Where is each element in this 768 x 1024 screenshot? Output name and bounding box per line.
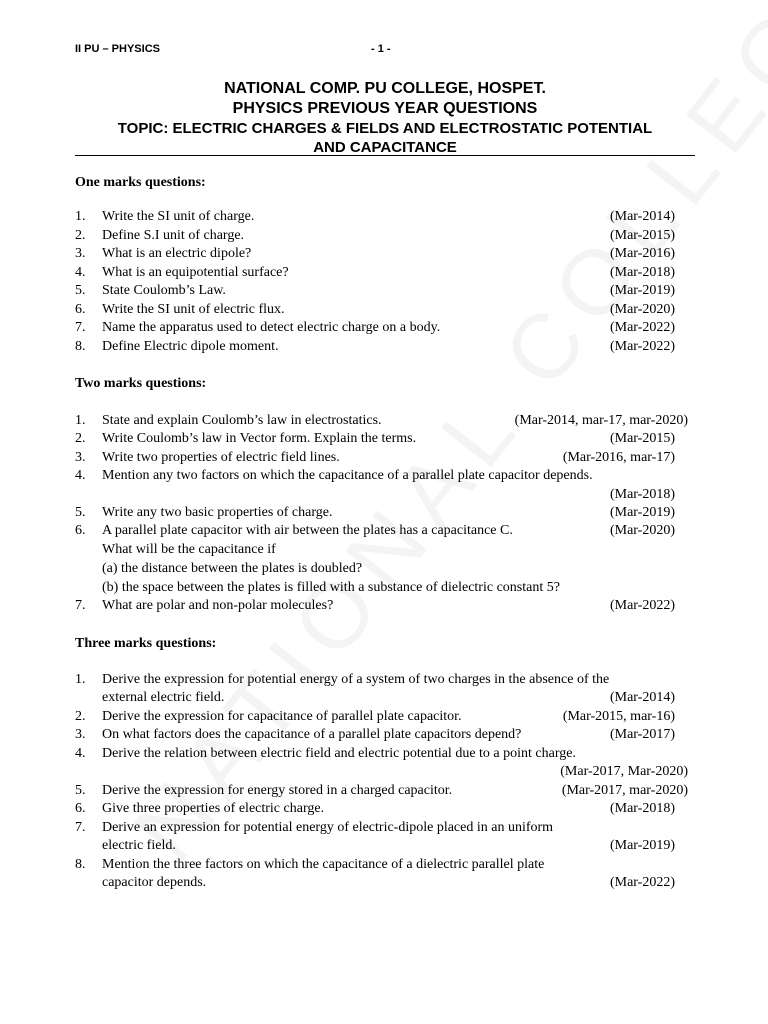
question-text: Give three properties of electric charge. [102, 801, 325, 816]
question-number: 1. [75, 672, 86, 687]
question-year: (Mar-2019) [609, 838, 675, 853]
question-text: Write any two basic properties of charge. [102, 505, 333, 520]
question-text: State and explain Coulomb’s law in electrostatics. [102, 413, 382, 428]
question-text: What are polar and non-polar molecules? [102, 598, 334, 613]
question-number: 1. [75, 209, 86, 224]
question-text: Mention the three factors on which the capacitance of a dielectric parallel plate [102, 857, 545, 872]
question-number: 2. [75, 228, 86, 243]
question-year: (Mar-2017, mar-2020) [561, 783, 688, 798]
question-year: (Mar-2014) [609, 209, 675, 224]
course-label: II PU – PHYSICS [75, 43, 160, 55]
question-text-cont: external electric field. [102, 690, 225, 705]
question-year: (Mar-2014, mar-17, mar-2020) [514, 413, 688, 428]
question-year: (Mar-2016, mar-17) [562, 450, 675, 465]
document-title: PHYSICS PREVIOUS YEAR QUESTIONS [232, 100, 538, 117]
section-title-two-marks: Two marks questions: [75, 376, 207, 391]
topic-title-cont: AND CAPACITANCE [313, 139, 457, 156]
question-year: (Mar-2019) [609, 505, 675, 520]
question-text: Derive the relation between electric field and electric potential due to a point charge. [102, 746, 576, 761]
question-number: 6. [75, 523, 86, 538]
question-text: State Coulomb’s Law. [102, 283, 226, 298]
page-number: - 1 - [371, 43, 391, 55]
question-text-cont: capacitor depends. [102, 875, 207, 890]
question-year: (Mar-2022) [609, 875, 675, 890]
college-name: NATIONAL COMP. PU COLLEGE, HOSPET. [224, 80, 546, 97]
question-number: 6. [75, 302, 86, 317]
question-number: 7. [75, 598, 86, 613]
question-subtext: (a) the distance between the plates is doubled? [102, 561, 363, 576]
question-year: (Mar-2017) [609, 727, 675, 742]
question-year: (Mar-2015, mar-16) [562, 709, 675, 724]
question-text: Write two properties of electric field lines. [102, 450, 340, 465]
question-text-cont: electric field. [102, 838, 176, 853]
question-number: 1. [75, 413, 86, 428]
question-number: 4. [75, 265, 86, 280]
question-year: (Mar-2018) [609, 801, 675, 816]
question-number: 7. [75, 820, 86, 835]
question-text: What is an electric dipole? [102, 246, 252, 261]
question-number: 5. [75, 505, 86, 520]
question-text: On what factors does the capacitance of a parallel plate capacitors depend? [102, 727, 522, 742]
question-text: Name the apparatus used to detect electric charge on a body. [102, 320, 441, 335]
title-block [75, 79, 695, 157]
question-number: 8. [75, 339, 86, 354]
question-text: Mention any two factors on which the capacitance of a parallel plate capacitor depends. [102, 468, 593, 483]
topic-title: TOPIC: ELECTRIC CHARGES & FIELDS AND ELECTROSTATIC POTENTIAL [117, 120, 653, 137]
question-number: 5. [75, 283, 86, 298]
question-text: Derive an expression for potential energy of electric-dipole placed in an uniform [102, 820, 554, 835]
question-text: Write the SI unit of electric flux. [102, 302, 285, 317]
question-year: (Mar-2022) [609, 339, 675, 354]
question-year: (Mar-2022) [609, 320, 675, 335]
section-title-three-marks: Three marks questions: [75, 636, 217, 651]
question-text: Define S.I unit of charge. [102, 228, 245, 243]
question-number: 4. [75, 468, 86, 483]
question-subtext: What will be the capacitance if [102, 542, 276, 557]
question-number: 3. [75, 246, 86, 261]
question-number: 3. [75, 450, 86, 465]
title-rule [75, 155, 695, 156]
question-year: (Mar-2018) [609, 487, 675, 502]
question-text: What is an equipotential surface? [102, 265, 289, 280]
question-number: 2. [75, 709, 86, 724]
question-number: 6. [75, 801, 86, 816]
question-year: (Mar-2015) [609, 431, 675, 446]
question-text: A parallel plate capacitor with air between the plates has a capacitance C. [102, 523, 513, 538]
question-year: (Mar-2014) [609, 690, 675, 705]
question-text: Derive the expression for potential energy of a system of two charges in the absence of the [102, 672, 610, 687]
section-title-one-mark: One marks questions: [75, 175, 206, 190]
question-year: (Mar-2017, Mar-2020) [560, 764, 688, 779]
question-text: Derive the expression for energy stored in a charged capacitor. [102, 783, 453, 798]
question-number: 3. [75, 727, 86, 742]
question-number: 7. [75, 320, 86, 335]
question-number: 2. [75, 431, 86, 446]
question-year: (Mar-2020) [609, 302, 675, 317]
question-number: 5. [75, 783, 86, 798]
question-text: Define Electric dipole moment. [102, 339, 279, 354]
question-year: (Mar-2016) [609, 246, 675, 261]
question-year: (Mar-2015) [609, 228, 675, 243]
question-subtext: (b) the space between the plates is filled with a substance of dielectric constant 5? [102, 580, 560, 595]
question-number: 8. [75, 857, 86, 872]
question-year: (Mar-2020) [609, 523, 675, 538]
question-text: Derive the expression for capacitance of parallel plate capacitor. [102, 709, 462, 724]
question-number: 4. [75, 746, 86, 761]
question-year: (Mar-2019) [609, 283, 675, 298]
question-text: Write Coulomb’s law in Vector form. Explain the terms. [102, 431, 417, 446]
question-year: (Mar-2018) [609, 265, 675, 280]
question-text: Write the SI unit of charge. [102, 209, 255, 224]
running-header [75, 43, 695, 59]
question-year: (Mar-2022) [609, 598, 675, 613]
